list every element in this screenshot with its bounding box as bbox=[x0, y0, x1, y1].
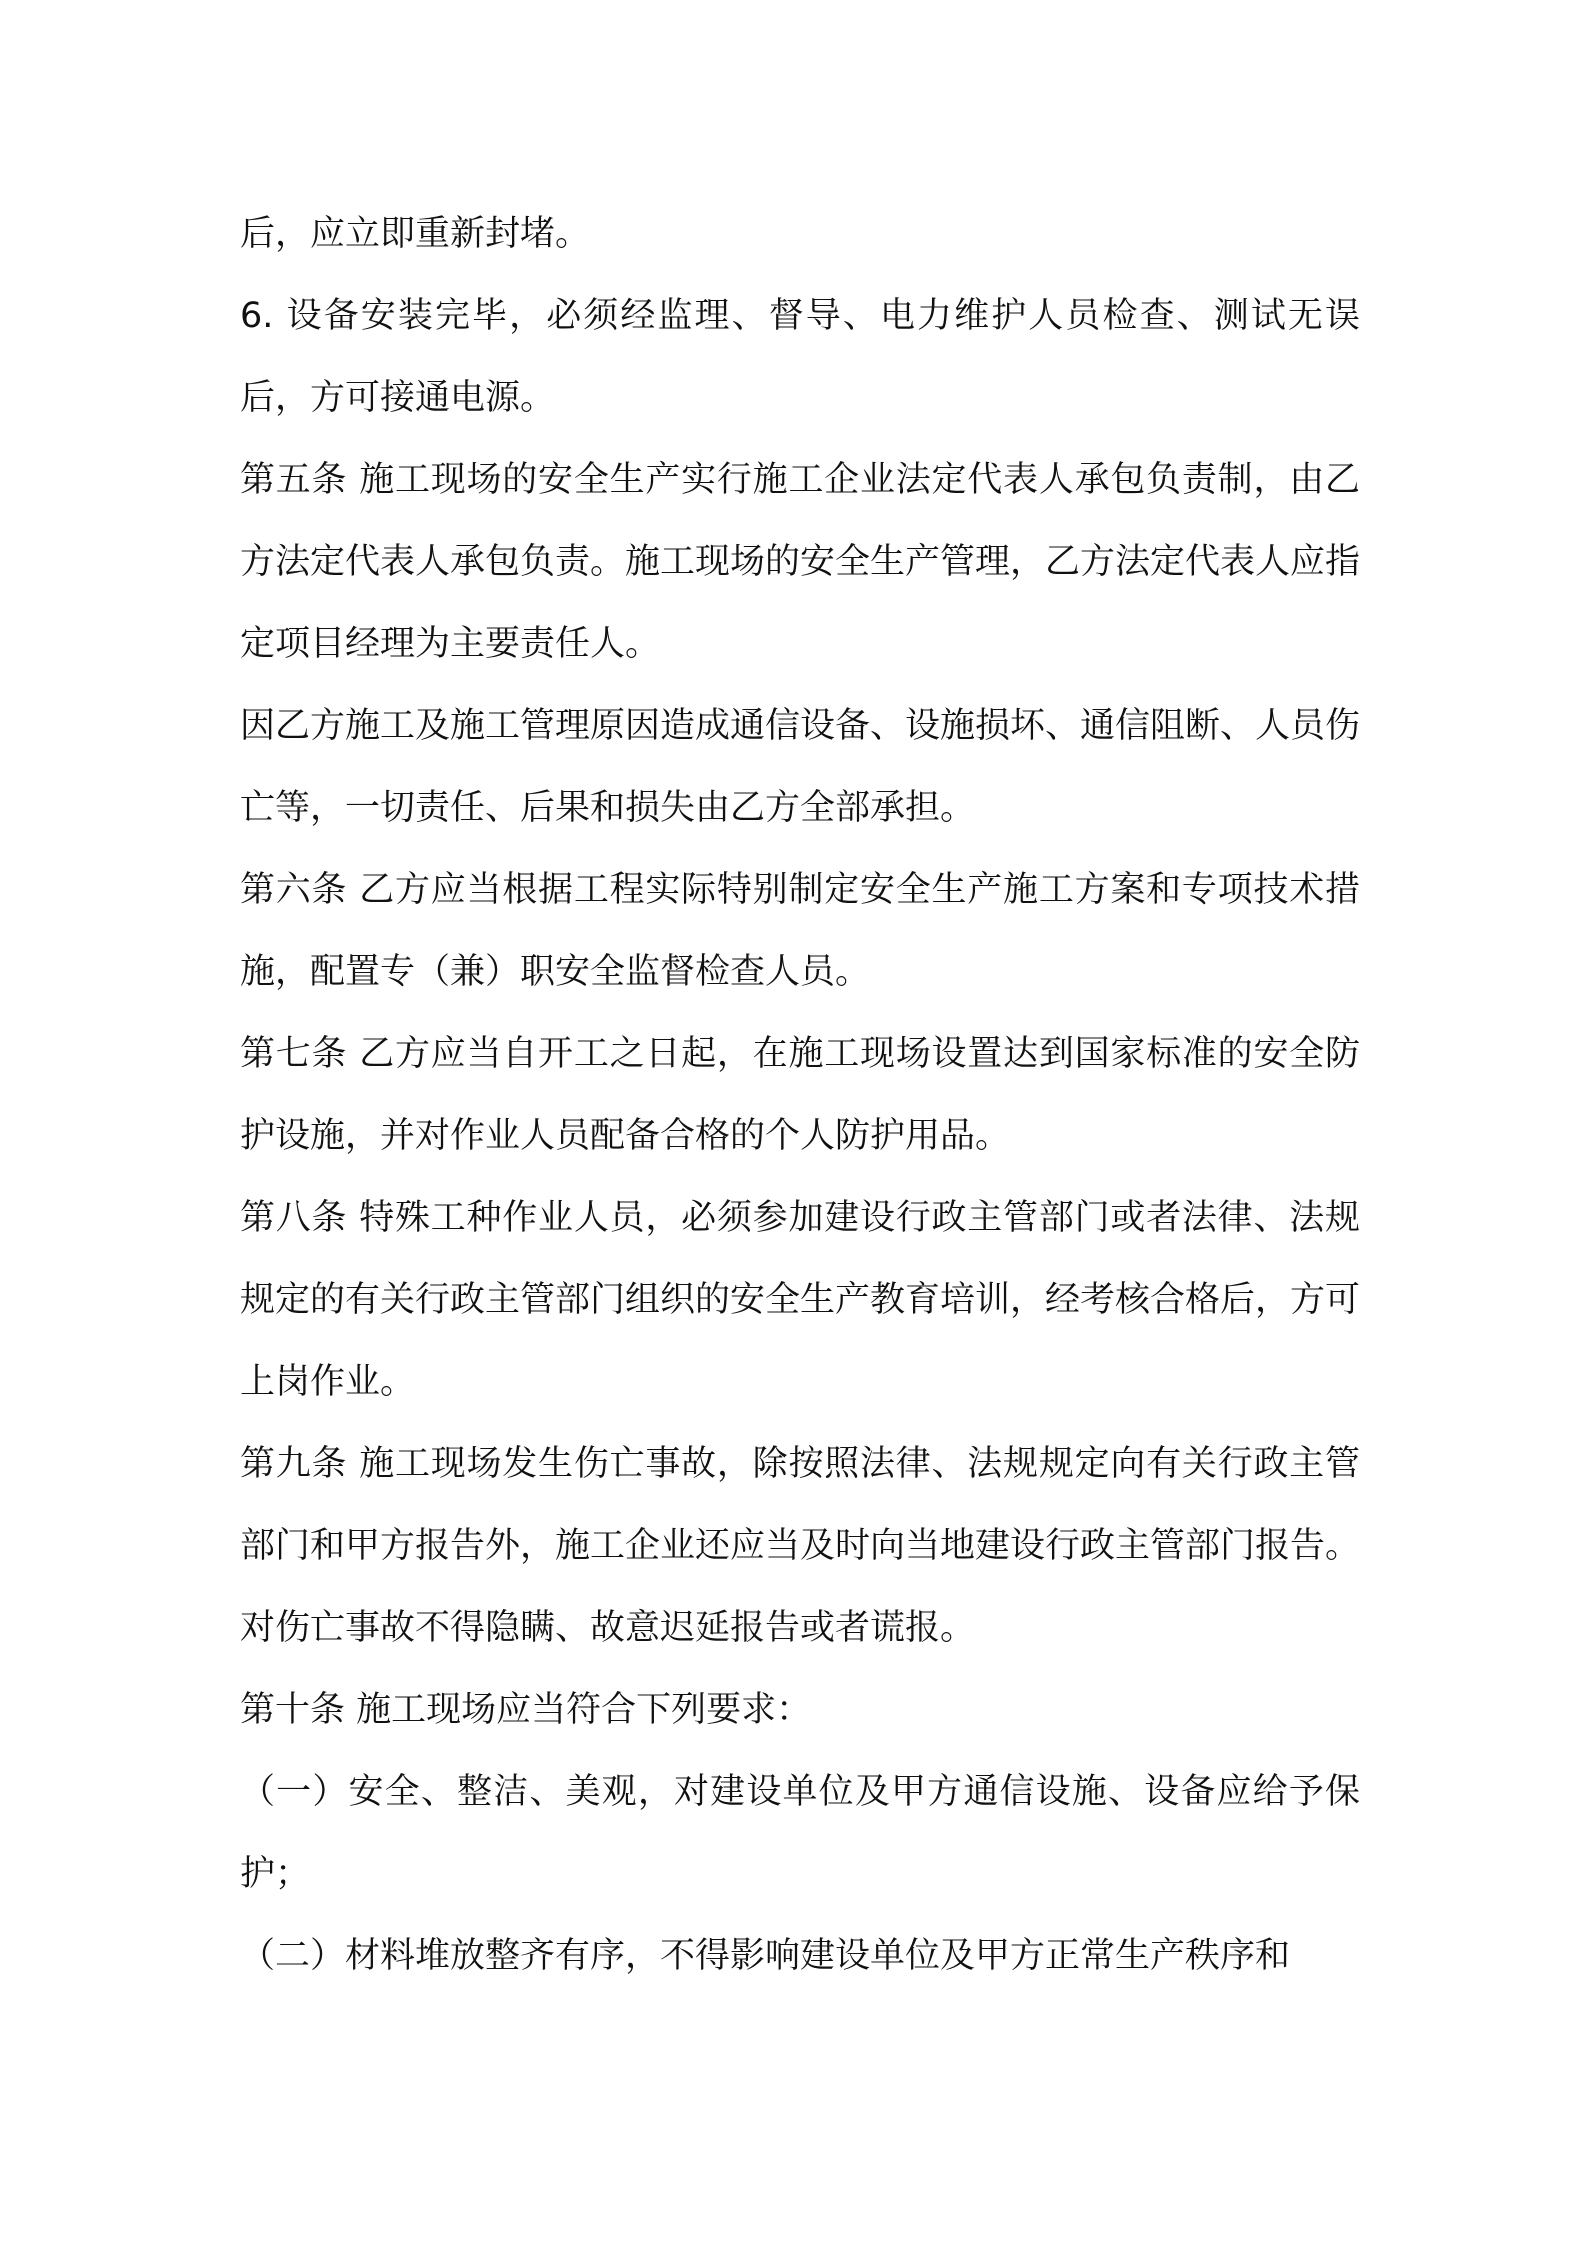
paragraph-article-9: 第九条 施工现场发生伤亡事故，除按照法律、法规规定向有关行政主管部门和甲方报告外，施工企业还应当及时向当地建设行政主管部门报告。对伤亡事故不得隐瞒、故意迟延报告或者谎报。 bbox=[240, 1444, 1361, 1648]
paragraph-article-5: 第五条 施工现场的安全生产实行施工企业法定代表人承包负责制，由乙方法定代表人承包负责。施工现场的安全生产管理，乙方法定代表人应指定项目经理为主要责任人。 bbox=[240, 460, 1361, 664]
paragraph-liability: 因乙方施工及施工管理原因造成通信设备、设施损坏、通信阻断、人员伤亡等，一切责任、后果和损失由乙方全部承担。 bbox=[240, 706, 1361, 828]
paragraph-article-7: 第七条 乙方应当自开工之日起，在施工现场设置达到国家标准的安全防护设施，并对作业人员配备合格的个人防护用品。 bbox=[240, 1034, 1360, 1156]
document-body bbox=[240, 193, 1360, 1997]
paragraph-requirement-1: （一）安全、整洁、美观，对建设单位及甲方通信设施、设备应给予保护； bbox=[240, 1772, 1360, 1894]
paragraph-item-6: 6. 设备安装完毕，必须经监理、督导、电力维护人员检查、测试无误后，方可接通电源。 bbox=[240, 296, 1360, 418]
paragraph-requirement-2: （二）材料堆放整齐有序，不得影响建设单位及甲方正常生产秩序和 bbox=[240, 1936, 1291, 1976]
paragraph-article-8: 第八条 特殊工种作业人员，必须参加建设行政主管部门或者法律、法规规定的有关行政主管部门组织的安全生产教育培训，经考核合格后，方可上岗作业。 bbox=[240, 1198, 1361, 1402]
paragraph-article-6: 第六条 乙方应当根据工程实际特别制定安全生产施工方案和专项技术措施，配置专（兼）职安全监督检查人员。 bbox=[240, 870, 1360, 992]
paragraph-article-10: 第十条 施工现场应当符合下列要求： bbox=[240, 1690, 812, 1730]
paragraph-reseal: 后，应立即重新封堵。 bbox=[240, 214, 591, 254]
